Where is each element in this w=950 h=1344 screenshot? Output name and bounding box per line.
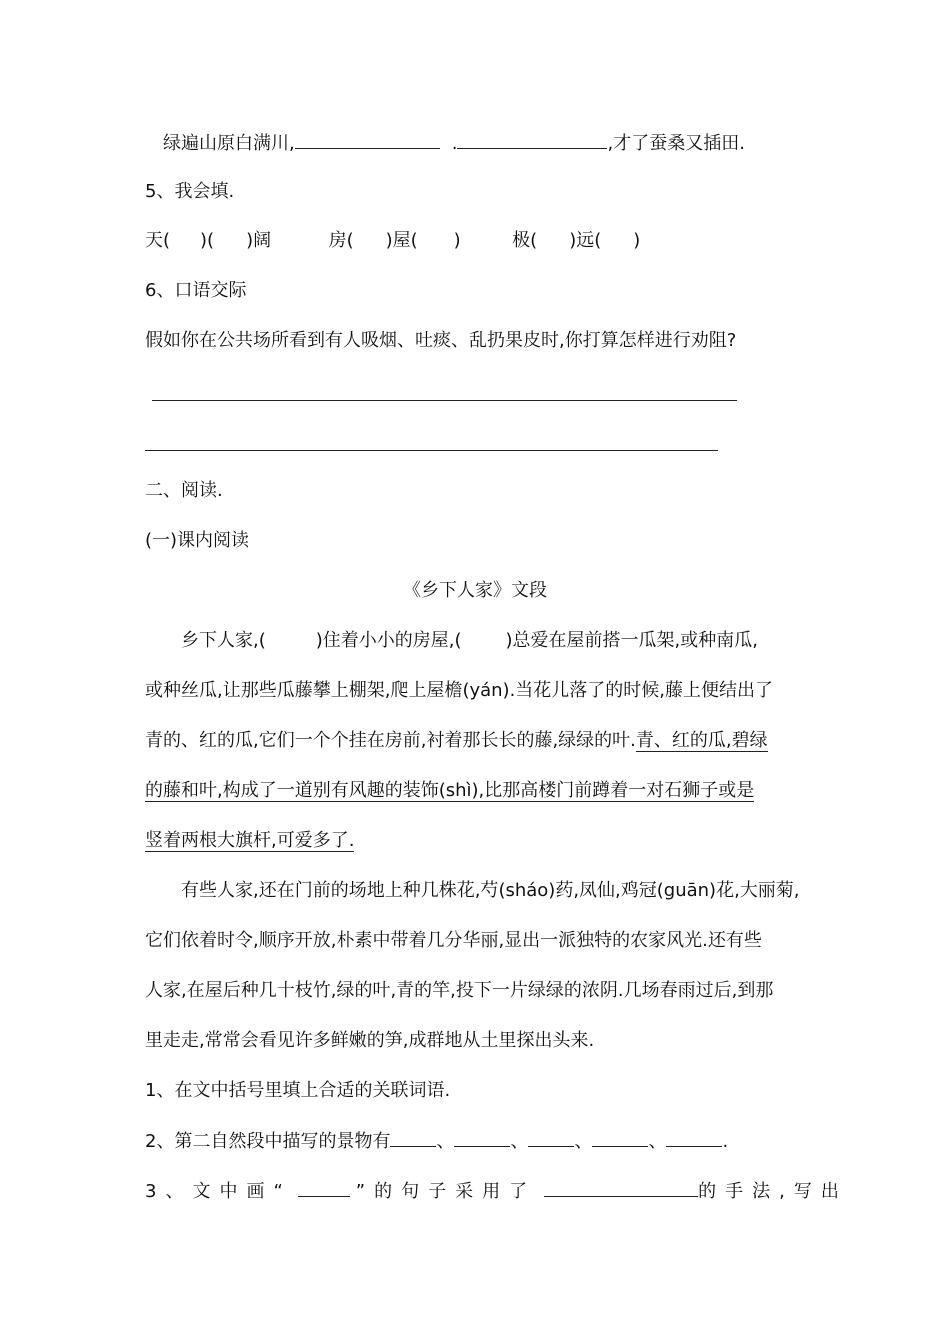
scenery-blank-3[interactable]: [528, 1128, 574, 1147]
question-2: [145, 1128, 728, 1154]
scenery-blank-5[interactable]: [666, 1128, 722, 1147]
section-2-title: 二、阅读.: [145, 480, 223, 501]
separator: 、: [510, 1131, 529, 1152]
poem-line: [163, 130, 745, 156]
q5-item-2-a: 房(: [328, 230, 354, 251]
p1-line-2: 或种丝瓜,让那些瓜藤攀上棚架,爬上屋檐(yán).当花儿落了的时候,藤上便结出了: [145, 680, 774, 701]
p2-line-4: 里走走,常常会看见许多鲜嫩的笋,成群地从土里探出头来.: [145, 1030, 595, 1051]
question-3-a: 3、文中画“: [145, 1181, 292, 1202]
underline-sample-blank[interactable]: [298, 1178, 350, 1197]
p1-line-1-b: )住着小小的房屋,(: [315, 630, 462, 651]
p1-line-5: [145, 829, 354, 853]
separator: 、: [574, 1131, 593, 1152]
answer-line-2[interactable]: [145, 450, 718, 451]
poem-part-1: 绿遍山原白满川,: [163, 133, 295, 154]
q5-item-1: [145, 230, 277, 251]
scenery-blank-1[interactable]: [390, 1128, 436, 1147]
scenery-blank-2[interactable]: [454, 1128, 510, 1147]
q5-items: [145, 229, 640, 253]
q5-item-3-c: ): [633, 230, 641, 251]
question-1: 1、在文中括号里填上合适的关联词语.: [145, 1080, 451, 1101]
underlined-sentence-start: 青、红的瓜,碧绿: [635, 730, 768, 751]
question-3: [145, 1178, 848, 1204]
poem-blank-2[interactable]: [457, 130, 607, 149]
separator: 、: [436, 1131, 455, 1152]
q6-question: 假如你在公共场所看到有人吸烟、吐痰、乱扔果皮时,你打算怎样进行劝阻?: [145, 330, 737, 351]
p1-line-3: [145, 729, 768, 753]
poem-part-2: .: [451, 133, 458, 154]
q5-item-3-b: )远(: [569, 230, 602, 251]
separator: 、: [648, 1131, 667, 1152]
passage-title: 《乡下人家》文段: [403, 580, 547, 601]
q5-item-3: [512, 230, 640, 251]
q5-item-1-c: )阔: [246, 230, 272, 251]
p2-line-3: 人家,在屋后种几十枝竹,绿的叶,青的竿,投下一片绿绿的浓阴.几场春雨过后,到那: [145, 980, 774, 1001]
q5-item-3-a: 极(: [512, 230, 538, 251]
p1-line-3-a: 青的、红的瓜,它们一个个挂在房前,衬着那长长的藤,绿绿的叶.: [145, 730, 636, 751]
scenery-blank-4[interactable]: [592, 1128, 648, 1147]
question-3-c: 的手法,写出: [698, 1181, 848, 1202]
p2-line-2: 它们依着时令,顺序开放,朴素中带着几分华丽,显出一派独特的农家风光.还有些: [145, 930, 762, 951]
question-2-end: .: [722, 1131, 729, 1152]
p1-line-1-a: 乡下人家,(: [181, 630, 266, 651]
underlined-sentence-middle: 的藤和叶,构成了一道别有风趣的装饰(shì),比那高楼门前蹲着一对石狮子或是: [145, 780, 755, 801]
q5-item-2-b: )屋(: [385, 230, 418, 251]
answer-line-1[interactable]: [152, 400, 737, 401]
q5-item-1-a: 天(: [145, 230, 171, 251]
p2-line-1: 有些人家,还在门前的场地上种几株花,芍(sháo)药,凤仙,鸡冠(guān)花,大丽菊,: [181, 880, 800, 901]
q5-item-2: [329, 230, 467, 251]
q6-title: 6、口语交际: [145, 280, 247, 301]
underlined-sentence-end: 竖着两根大旗杆,可爱多了.: [145, 830, 355, 851]
p1-line-1: [181, 629, 758, 653]
p1-line-4: [145, 779, 754, 803]
poem-part-3: ,才了蚕桑又插田.: [607, 133, 745, 154]
q5-item-1-b: )(: [200, 230, 215, 251]
technique-blank[interactable]: [544, 1178, 698, 1197]
poem-blank-1[interactable]: [295, 130, 440, 149]
q5-item-2-c: ): [453, 230, 461, 251]
q5-title: 5、我会填.: [145, 181, 235, 202]
section-2-subtitle: (一)课内阅读: [145, 530, 250, 551]
p1-line-1-c: )总爱在屋前搭一瓜架,或种南瓜,: [505, 630, 758, 651]
question-2-label: 2、第二自然段中描写的景物有: [145, 1131, 391, 1152]
question-3-b: ”的句子采用了: [355, 1181, 537, 1202]
